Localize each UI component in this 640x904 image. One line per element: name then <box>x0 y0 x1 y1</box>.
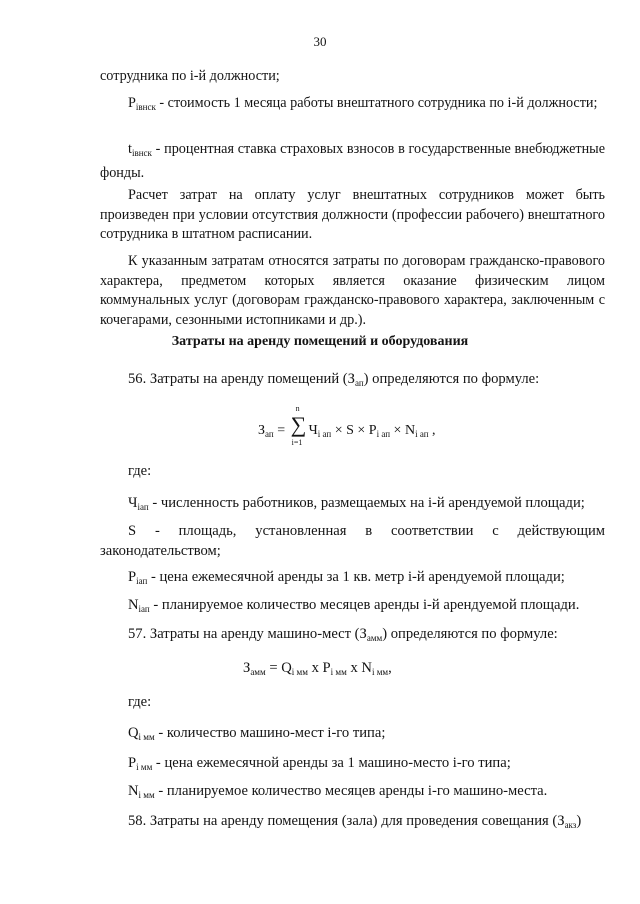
definition-t-ivnsk: $t_{iвнск}$ - процентная ставка страховых взносов в государственные внебюджетные фонды. <box>100 141 605 181</box>
paragraph-included-costs: К указанным затратам относятся затраты по договорам гражданско-правового характера, предметом которых является оказание физическим лицом коммунальных услуг (договорам гражданско-правового характера, заключенным с кочегарами, сезонными истопниками и др.). <box>100 253 605 328</box>
item-57-lead: 57. Затраты на аренду машино-мест $(З_{амм})$ определяются по формуле: <box>128 626 558 643</box>
formula-rent-premises: $З_{ап}$ = n ∑ i=1 $Ч_{i ап} \times S \times P_{i ап} \times N_{i ап}$ , <box>258 404 436 447</box>
definition-p-ivnsk: $P_{iвнск}$ - стоимость 1 месяца работы внештатного сотрудника по i-й должности; <box>128 95 598 112</box>
paragraph-calculation-condition: Расчет затрат на оплату услуг внештатных сотрудников может быть произведен при условии отсутствия должности (профессии рабочего) внештатного сотрудника в штатном расписании. <box>100 187 605 242</box>
definition-n-iap: $N_{iап}$ - планируемое количество месяцев аренды i-й арендуемой площади. <box>128 597 580 614</box>
intro-continuation: сотрудника по i-й должности; <box>100 68 280 84</box>
item-56-lead: 56. Затраты на аренду помещений $(З_{ап})$ определяются по формуле: <box>128 371 540 388</box>
formula-rent-parking: $З_{амм} = Q_{i мм}$ x $P_{i мм}$ x $N_{i мм}$, <box>243 660 392 677</box>
page-number: 30 <box>313 34 327 49</box>
definition-p-imm: $P_{i мм}$ - цена ежемесячной аренды за 1 машино-место i-го типа; <box>128 755 511 772</box>
definition-q-imm: $Q_{i мм}$ - количество машино-мест i-го типа; <box>128 725 386 742</box>
section-heading: Затраты на аренду помещений и оборудования <box>171 334 469 349</box>
where-label-57: где: <box>128 694 152 710</box>
item-58-lead: 58. Затраты на аренду помещения (зала) для проведения совещания $(З_{акз})$ <box>128 813 582 830</box>
where-label-56: где: <box>128 463 152 479</box>
sum-sign: n ∑ i=1 <box>290 404 307 447</box>
definition-n-imm: $N_{i мм}$ - планируемое количество месяцев аренды i-го машино-места. <box>128 783 548 800</box>
definition-p-iap: $P_{iап}$ - цена ежемесячной аренды за 1 кв. метр i-й арендуемой площади; <box>128 569 565 586</box>
definition-s: S - площадь, установленная в соответствии с действующим законодательством; <box>100 523 605 559</box>
definition-ch-iap: $Ч_{iап}$ - численность работников, размещаемых на i-й арендуемой площади; <box>128 495 585 512</box>
